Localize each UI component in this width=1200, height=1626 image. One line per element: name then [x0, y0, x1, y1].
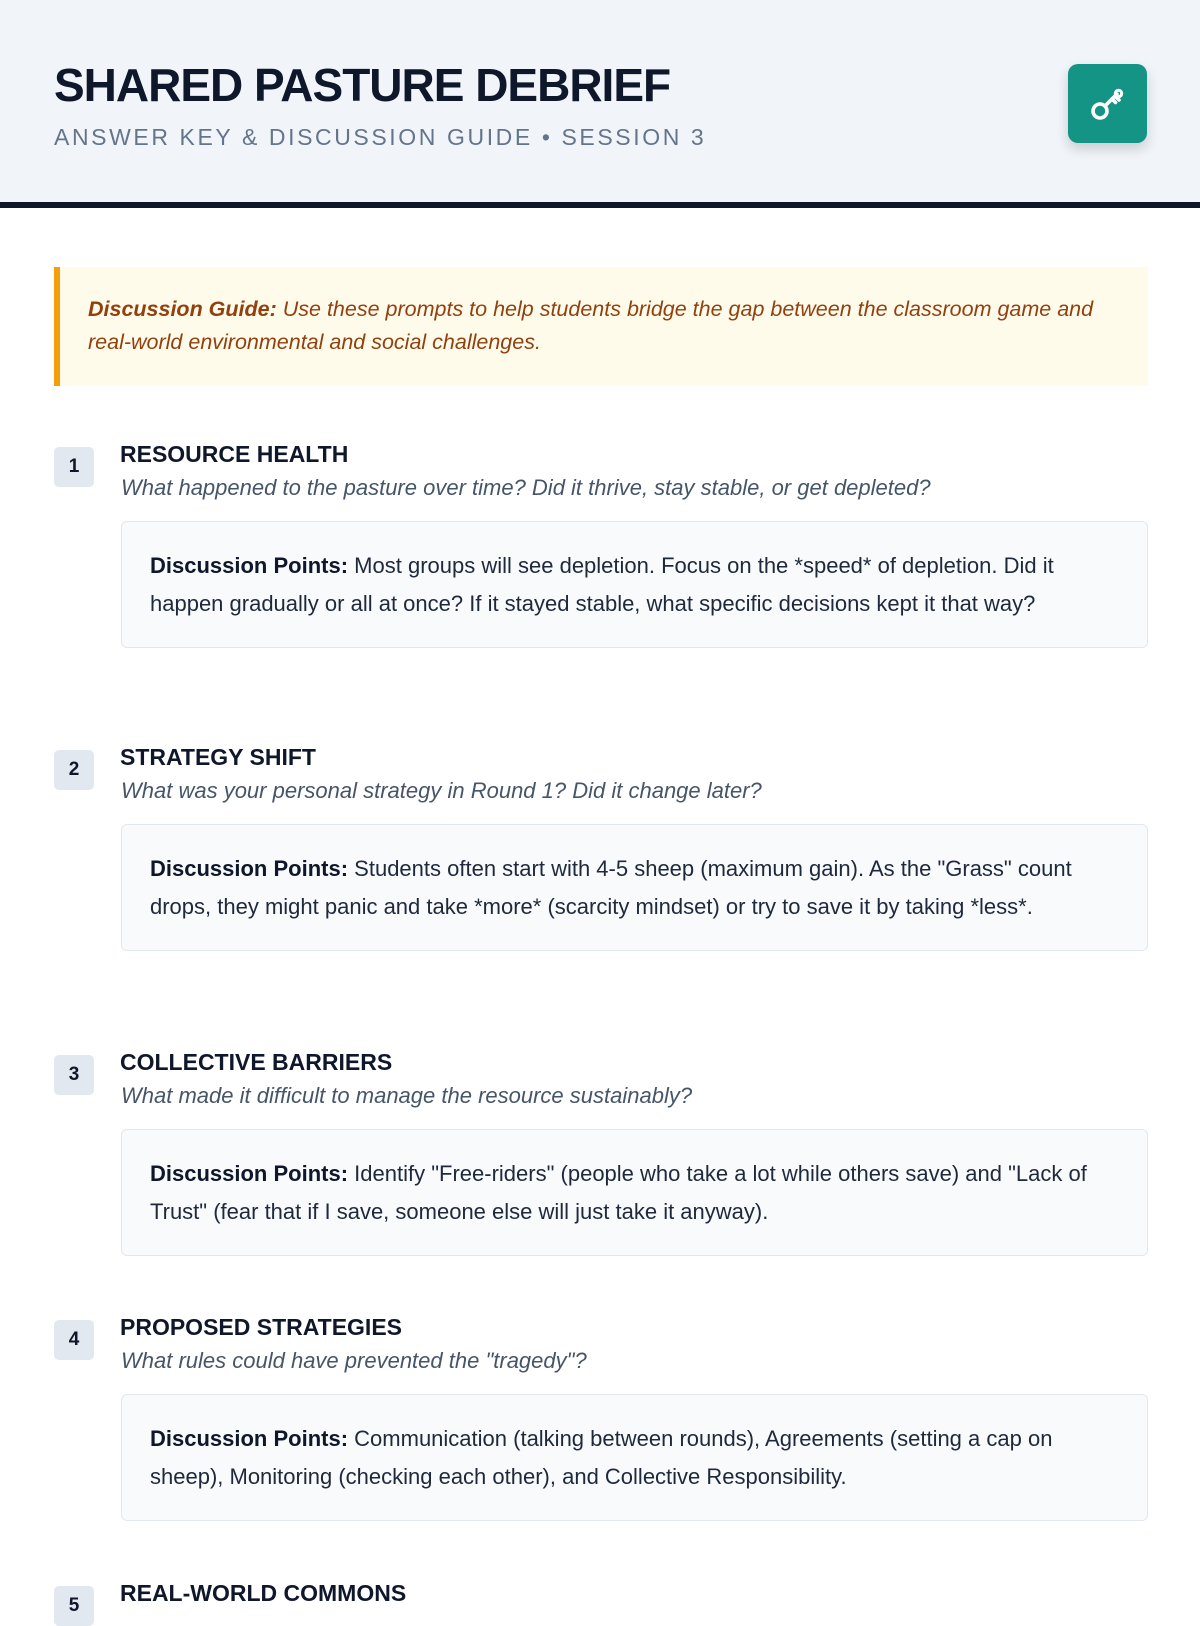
- question-number: 2: [54, 750, 94, 790]
- question-title: STRATEGY SHIFT: [120, 744, 316, 770]
- question-number: 4: [54, 1320, 94, 1360]
- discussion-points-label: Discussion Points:: [150, 553, 349, 578]
- discussion-points-text: Communication (talking between rounds), Agreements (setting a cap on sheep), Monitoring (checking each other), and Collective Responsibility.: [150, 1426, 1053, 1489]
- discussion-points-label: Discussion Points:: [150, 856, 349, 881]
- question-prompt: What happened to the pasture over time? Did it thrive, stay stable, or get depleted?: [121, 475, 931, 500]
- key-icon: [1088, 84, 1128, 124]
- question-title: COLLECTIVE BARRIERS: [120, 1049, 393, 1075]
- guide-lead: Discussion Guide:: [88, 297, 277, 321]
- discussion-points-box: [121, 824, 1148, 951]
- guide-text: Use these prompts to help students bridge the gap between the classroom game and real-world environmental and social challenges.: [88, 297, 1094, 354]
- question-prompt: What rules could have prevented the "tragedy"?: [121, 1348, 587, 1373]
- question-number: 1: [54, 447, 94, 487]
- question-number: 3: [54, 1055, 94, 1095]
- page-title: SHARED PASTURE DEBRIEF: [54, 59, 671, 111]
- page-subtitle: ANSWER KEY & DISCUSSION GUIDE • SESSION 3: [54, 124, 707, 150]
- question-number: 5: [54, 1586, 94, 1626]
- discussion-points-box: [121, 1394, 1148, 1521]
- page-header: [0, 0, 1200, 208]
- answer-key-badge: [1068, 64, 1147, 143]
- discussion-points-text: Most groups will see depletion. Focus on the *speed* of depletion. Did it happen gradually or all at once? If it stayed stable, what specific decisions kept it that way?: [150, 553, 1054, 616]
- discussion-points-box: [121, 521, 1148, 648]
- question-prompt: What made it difficult to manage the resource sustainably?: [121, 1083, 693, 1108]
- question-title: PROPOSED STRATEGIES: [120, 1314, 403, 1340]
- discussion-points-text: Identify "Free-riders" (people who take a lot while others save) and "Lack of Trust" (fear that if I save, someone else will just take it anyway).: [150, 1161, 1087, 1224]
- discussion-guide-callout: [54, 267, 1148, 386]
- discussion-points-box: [121, 1129, 1148, 1256]
- question-title: REAL-WORLD COMMONS: [120, 1580, 407, 1606]
- discussion-points-label: Discussion Points:: [150, 1426, 349, 1451]
- discussion-points-text: Students often start with 4-5 sheep (maximum gain). As the "Grass" count drops, they might panic and take *more* (scarcity mindset) or try to save it by taking *less*.: [150, 856, 1072, 919]
- question-prompt: What was your personal strategy in Round 1? Did it change later?: [121, 778, 762, 803]
- question-title: RESOURCE HEALTH: [120, 441, 349, 467]
- discussion-points-label: Discussion Points:: [150, 1161, 349, 1186]
